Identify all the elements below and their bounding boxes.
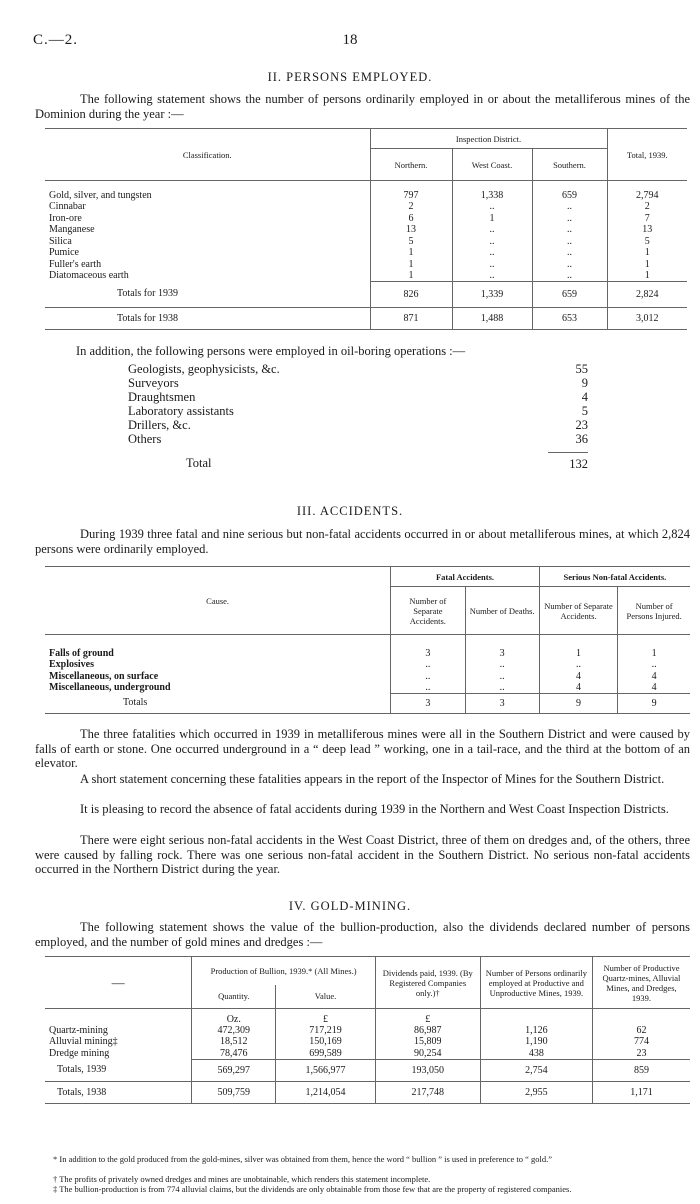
cell-persons: 2,955: [480, 1081, 592, 1103]
accidents-intro: During 1939 three fatal and nine serious but non-fatal accidents occurred in or about metalliferous mines, at which 2,824 persons were ordinarily employed.: [35, 527, 690, 556]
col-cause: Cause.: [45, 567, 391, 635]
cell-dividends: 193,050: [375, 1059, 480, 1081]
cell-qty: 18,512: [192, 1036, 276, 1048]
col-value: Value.: [276, 985, 376, 1009]
persons-totals-1938-row: [45, 307, 687, 329]
cell-total: 7: [607, 212, 687, 224]
oil-boring-value: 4: [581, 390, 588, 404]
cell-northern: 826: [370, 281, 452, 307]
accidents-totals-row: [45, 693, 690, 713]
cell-persons: 1,190: [480, 1036, 592, 1048]
footnote-alluvial: ‡ The bullion-production is from 774 alluvial claims, but the dividends are only obtainable from those few that are the property of registered companies.: [53, 1184, 572, 1194]
gold-totals-1939-row: [45, 1059, 690, 1081]
accidents-table-row: [45, 635, 690, 659]
cell-total: 1: [607, 258, 687, 270]
persons-table-row: [45, 235, 687, 247]
cell-total: 3,012: [607, 307, 687, 329]
row-label: Manganese: [49, 224, 95, 235]
cell-northern: 871: [370, 307, 452, 329]
cell-mines: 859: [592, 1059, 690, 1081]
row-label: Totals: [123, 697, 148, 709]
oil-boring-label: Others: [128, 432, 162, 446]
unit-oz: Oz.: [192, 1009, 276, 1025]
oil-boring-list: [128, 362, 588, 446]
row-label: Miscellaneous, underground: [49, 682, 171, 693]
section-heading-persons: II. PERSONS EMPLOYED.: [267, 70, 433, 84]
col-blank: —: [45, 957, 192, 1009]
cell-value: 1,214,054: [276, 1081, 376, 1103]
persons-table-row: [45, 270, 687, 282]
cell-west: 1,338: [452, 181, 532, 201]
cell-north: 5: [370, 235, 452, 247]
cell-div: 90,254: [375, 1048, 480, 1060]
cell-west: 1: [452, 212, 532, 224]
cell-dividends: 217,748: [375, 1081, 480, 1103]
cell-total: 2,794: [607, 181, 687, 201]
col-productive-mines: Number of Productive Quartz-mines, Alluvial Mines, and Dredges, 1939.: [592, 957, 690, 1009]
cell-val: 150,169: [276, 1036, 376, 1048]
cell-d: 4: [618, 682, 690, 694]
cell-total: 1: [607, 247, 687, 259]
accidents-paragraph-4: There were eight serious non-fatal accidents in the West Coast District, three of them on dredges and, of the others, three were caused by falling rock. There was one serious non-fatal accident in the Southern District. No serious non-fatal accidents occurred in the Northern District during the year.: [35, 833, 690, 876]
cell-qty: 78,476: [192, 1048, 276, 1060]
cell-injured: 9: [618, 693, 690, 713]
accidents-table-row: [45, 670, 690, 682]
col-fatal-accidents: Fatal Accidents.: [391, 567, 540, 587]
cell-mines: 62: [592, 1025, 690, 1037]
cell-d: 4: [618, 670, 690, 682]
cell-deaths: 3: [465, 693, 539, 713]
cell-mines: 1,171: [592, 1081, 690, 1103]
oil-boring-label: Geologists, geophysicists, &c.: [128, 362, 280, 376]
section-heading-accidents: III. ACCIDENTS.: [296, 504, 404, 518]
row-label: Cinnabar: [49, 201, 86, 212]
accidents-paragraph-3: It is pleasing to record the absence of fatal accidents during 1939 in the Northern and West Coast Inspection Districts.: [80, 802, 669, 816]
persons-table-row: [45, 258, 687, 270]
oil-boring-value: 36: [575, 432, 588, 446]
oil-boring-value: 5: [581, 404, 588, 418]
oil-boring-row: [128, 362, 588, 376]
cell-persons: 1,126: [480, 1025, 592, 1037]
row-label: Iron-ore: [49, 212, 82, 224]
cell-quantity: 569,297: [192, 1059, 276, 1081]
cell-north: 797: [370, 181, 452, 201]
oil-boring-row: [128, 432, 588, 446]
accidents-table: [45, 566, 690, 714]
cell-north: 6: [370, 212, 452, 224]
row-label: Falls of ground: [49, 647, 114, 659]
cell-d: ..: [618, 659, 690, 671]
gold-table-row: [45, 1036, 690, 1048]
cell-west-coast: 1,339: [452, 281, 532, 307]
row-label: Totals for 1939: [117, 288, 178, 300]
col-west-coast: West Coast.: [452, 149, 532, 181]
col-serious-accidents: Serious Non-fatal Accidents.: [539, 567, 690, 587]
persons-intro: The following statement shows the number of persons ordinarily employed in or about the metalliferous mines of the Dominion during the year :—: [35, 92, 690, 121]
cell-north: 1: [370, 270, 452, 282]
row-label: Silica: [49, 235, 72, 247]
cell-mines: 774: [592, 1036, 690, 1048]
cell-total: 1: [607, 270, 687, 282]
cell-a: 3: [391, 635, 465, 659]
row-label: Miscellaneous, on surface: [49, 670, 159, 682]
cell-south: ..: [532, 270, 607, 282]
cell-a: ..: [391, 670, 465, 682]
cell-southern: 659: [532, 281, 607, 307]
cell-b: ..: [465, 659, 539, 671]
col-deaths: Number of Deaths.: [465, 587, 539, 635]
row-label: Alluvial mining‡: [49, 1036, 118, 1048]
cell-persons: 2,754: [480, 1059, 592, 1081]
col-inspection-district: Inspection District.: [370, 129, 607, 149]
row-label: Fuller's earth: [49, 258, 102, 270]
oil-boring-label: Laboratory assistants: [128, 404, 234, 418]
persons-table-row: [45, 247, 687, 259]
oil-intro: In addition, the following persons were employed in oil-boring operations :—: [76, 344, 466, 358]
gold-table-row: [45, 1048, 690, 1060]
cell-west: ..: [452, 201, 532, 213]
oil-total-label: Total: [186, 456, 212, 470]
cell-val: 699,589: [276, 1048, 376, 1060]
oil-boring-row: [128, 404, 588, 418]
oil-boring-row: [128, 376, 588, 390]
cell-separate-serious: 9: [539, 693, 617, 713]
row-label: Totals for 1938: [45, 307, 370, 329]
cell-southern: 653: [532, 307, 607, 329]
accidents-paragraph-1: The three fatalities which occurred in 1939 in metalliferous mines were all in the Southern District and were caused by falls of earth or stone. One occurred underground in a “ deep lead ” working, one in a tail-race, and the third at the bottom of an elevator.: [35, 727, 690, 770]
cell-total: 5: [607, 235, 687, 247]
cell-mines: 23: [592, 1048, 690, 1060]
cell-value: 1,566,977: [276, 1059, 376, 1081]
persons-totals-1939-row: [45, 281, 687, 307]
col-production: Production of Bullion, 1939.* (All Mines.): [192, 957, 376, 985]
oil-boring-row: [128, 390, 588, 404]
oil-boring-value: 55: [575, 362, 588, 376]
cell-total: 2,824: [607, 281, 687, 307]
cell-qty: 472,309: [192, 1025, 276, 1037]
cell-c: 1: [539, 635, 617, 659]
cell-b: 3: [465, 635, 539, 659]
cell-c: 4: [539, 682, 617, 694]
cell-a: ..: [391, 682, 465, 694]
gold-mining-table: [45, 956, 690, 1104]
accidents-table-row: [45, 659, 690, 671]
cell-b: ..: [465, 670, 539, 682]
cell-west: ..: [452, 247, 532, 259]
col-persons-injured: Number of Persons Injured.: [618, 587, 690, 635]
cell-total: 13: [607, 224, 687, 236]
row-label: Gold, silver, and tungsten: [49, 189, 152, 201]
cell-west-coast: 1,488: [452, 307, 532, 329]
cell-quantity: 509,759: [192, 1081, 276, 1103]
cell-div: 86,987: [375, 1025, 480, 1037]
gold-totals-1938-row: [45, 1081, 690, 1103]
cell-west: ..: [452, 258, 532, 270]
cell-separate: 3: [391, 693, 465, 713]
persons-table-row: [45, 181, 687, 201]
cell-persons: 438: [480, 1048, 592, 1060]
cell-north: 13: [370, 224, 452, 236]
oil-boring-label: Drillers, &c.: [128, 418, 191, 432]
cell-north: 2: [370, 201, 452, 213]
cell-south: 659: [532, 181, 607, 201]
row-label: Totals, 1938: [45, 1081, 192, 1103]
cell-total: 2: [607, 201, 687, 213]
cell-val: 717,219: [276, 1025, 376, 1037]
oil-boring-label: Surveyors: [128, 376, 179, 390]
oil-total-value: 132: [548, 452, 588, 475]
footnote-dividends: † The profits of privately owned dredges and mines are unobtainable, which renders this statement incomplete.: [53, 1174, 431, 1184]
persons-table-row: [45, 212, 687, 224]
oil-boring-label: Draughtsmen: [128, 390, 196, 404]
cell-north: 1: [370, 258, 452, 270]
row-label: Diatomaceous earth: [49, 270, 129, 281]
col-quantity: Quantity.: [192, 985, 276, 1009]
cell-south: ..: [532, 247, 607, 259]
persons-table-row: [45, 224, 687, 236]
oil-total-row: [128, 452, 588, 471]
cell-c: 4: [539, 670, 617, 682]
cell-north: 1: [370, 247, 452, 259]
gold-table-row: [45, 1025, 690, 1037]
cell-west: ..: [452, 224, 532, 236]
unit-pound: £: [276, 1009, 376, 1025]
row-label: Totals, 1939: [57, 1064, 107, 1076]
footnote-bullion: * In addition to the gold produced from the gold-mines, silver was obtained from them, hence the word “ bullion ” is used in preference to “ gold.”: [53, 1154, 553, 1164]
cell-south: ..: [532, 258, 607, 270]
col-separate-accidents-serious: Number of Separate Accidents.: [539, 587, 617, 635]
row-label: Quartz-mining: [49, 1024, 108, 1036]
cell-south: ..: [532, 224, 607, 236]
page-number: 18: [342, 32, 358, 48]
col-total-1939: Total, 1939.: [607, 129, 687, 181]
cell-south: ..: [532, 212, 607, 224]
oil-boring-row: [128, 418, 588, 432]
oil-boring-value: 23: [575, 418, 588, 432]
cell-a: ..: [391, 659, 465, 671]
col-southern: Southern.: [532, 149, 607, 181]
cell-b: ..: [465, 682, 539, 694]
cell-c: ..: [539, 659, 617, 671]
accidents-paragraph-2: A short statement concerning these fatalities appears in the report of the Inspector of Mines for the Southern District.: [80, 772, 665, 786]
col-dividends: Dividends paid, 1939. (By Registered Companies only.)†: [375, 957, 480, 1009]
section-heading-gold-mining: IV. GOLD-MINING.: [288, 899, 412, 913]
cell-west: ..: [452, 270, 532, 282]
unit-pound: £: [375, 1009, 480, 1025]
row-label: Explosives: [49, 659, 95, 670]
gold-intro: The following statement shows the value of the bullion-production, also the dividends declared number of persons employed, and the number of gold mines and dredges :—: [35, 920, 690, 949]
row-label: Dredge mining: [49, 1047, 110, 1059]
cell-d: 1: [618, 635, 690, 659]
cell-div: 15,809: [375, 1036, 480, 1048]
report-code: C.—2.: [33, 32, 79, 48]
col-persons-employed: Number of Persons ordinarily employed at Productive and Unproductive Mines, 1939.: [480, 957, 592, 1009]
col-northern: Northern.: [370, 149, 452, 181]
persons-table: [45, 128, 687, 330]
accidents-table-row: [45, 682, 690, 694]
row-label: Pumice: [49, 247, 79, 258]
col-separate-accidents: Number of Separate Accidents.: [391, 587, 465, 635]
col-classification: Classification.: [45, 129, 370, 181]
cell-west: ..: [452, 235, 532, 247]
cell-south: ..: [532, 201, 607, 213]
persons-table-row: [45, 201, 687, 213]
cell-south: ..: [532, 235, 607, 247]
oil-boring-value: 9: [581, 376, 588, 390]
